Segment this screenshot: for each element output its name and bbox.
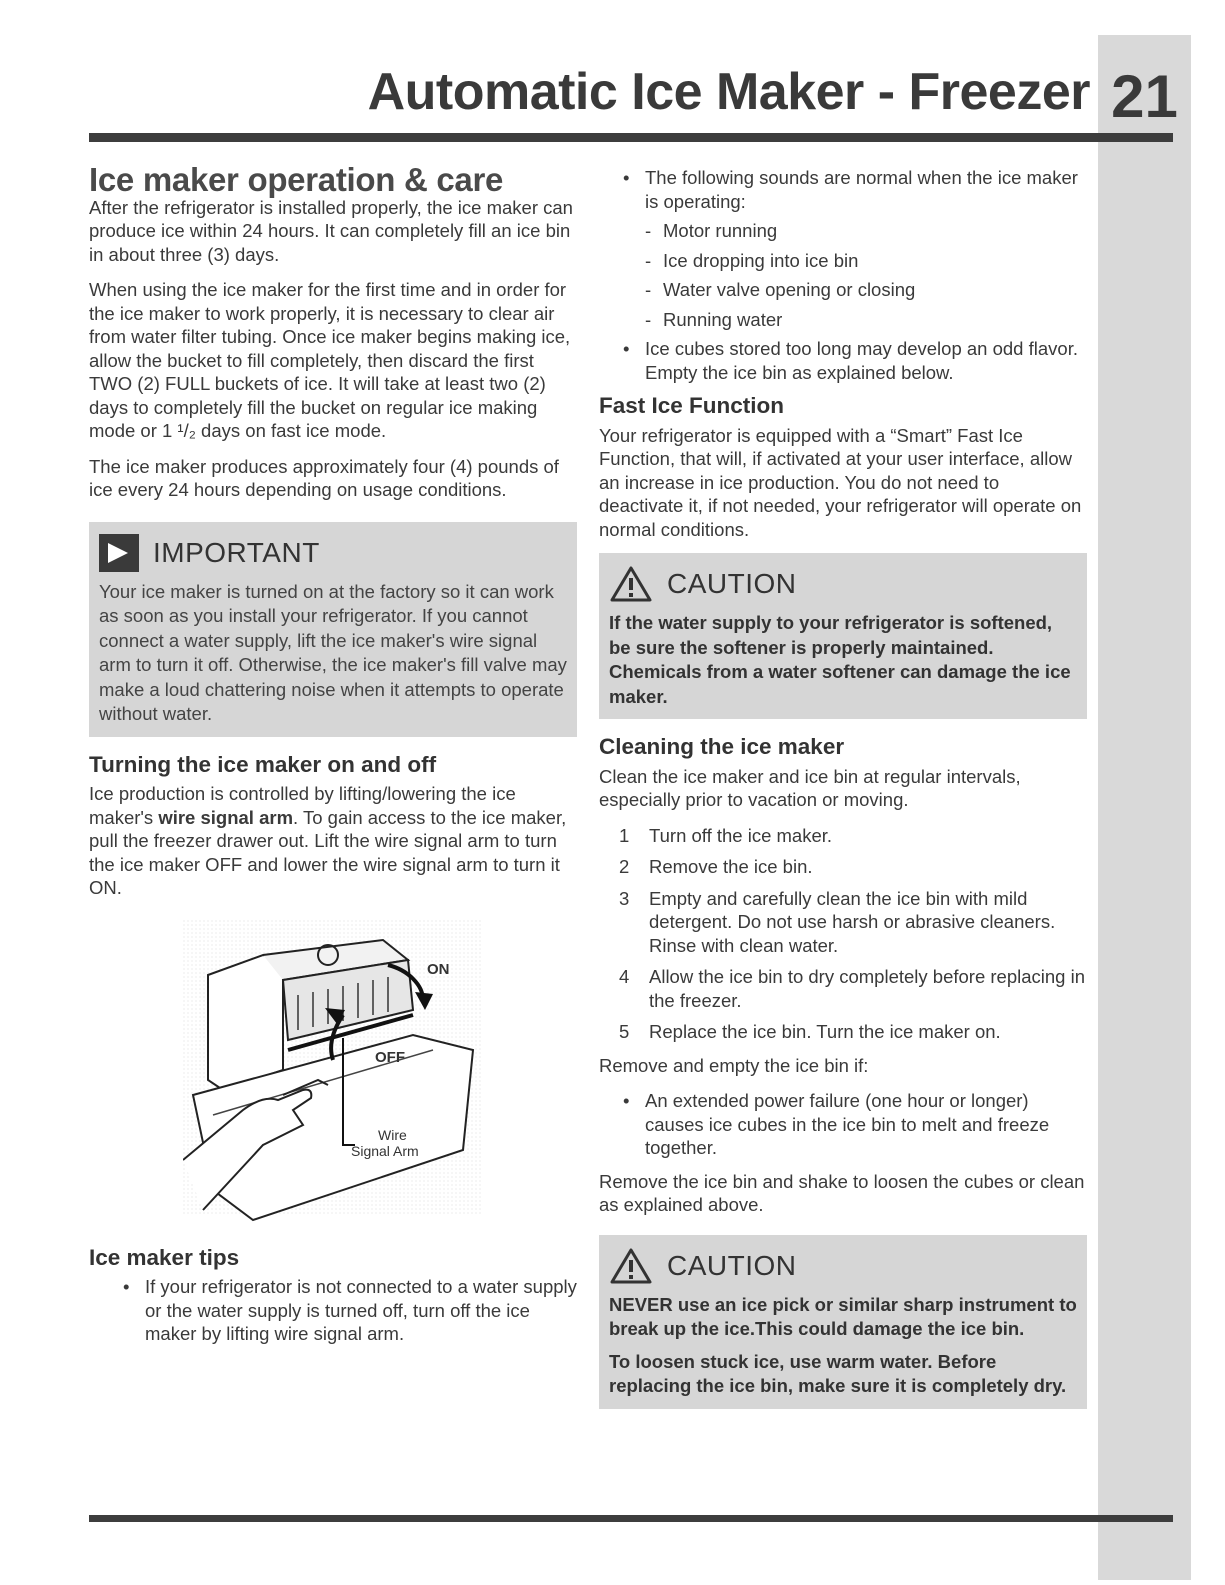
page-title: Automatic Ice Maker - Freezer [367,63,1090,121]
warning-icon [609,1247,653,1285]
arrow-right-icon [99,534,139,572]
paragraph [89,782,577,900]
sounds-sublist [645,219,1087,331]
sounds-intro: The following sounds are normal when the ice maker is operating: [645,167,1078,212]
step-text: Turn off the ice maker. [649,824,833,846]
bold-term: wire signal arm [158,806,294,828]
paragraph: Your refrigerator is equipped with a “Smart” Fast Ice Function, that will, if activated at your user interface, allow an increase in ice production. You do not need to deactivate it, if not needed, your refrigerator will operate on normal conditions. [599,424,1082,540]
paragraph: The ice maker produces approximately four (4) pounds of ice every 24 hours depending on usage conditions. [89,455,559,500]
remove-list [599,1089,1087,1160]
caution-box [599,553,1087,719]
important-title: IMPORTANT [153,536,320,568]
caution-box [599,1235,1087,1409]
caution-text: NEVER use an ice pick or similar sharp instrument to break up the ice.This could damage the ice bin. [609,1293,1077,1339]
page-number: 21 [1111,63,1178,130]
subsection-title: Fast Ice Function [599,393,785,418]
step-text: Empty and carefully clean the ice bin with mild detergent. Do not use harsh or abrasive cleaners. Rinse with clean water. [649,887,1056,956]
text-run: Ice production is controlled by lifting/lowering the ice maker's [89,783,516,828]
step-text: Remove the ice bin. [649,856,813,877]
list-item [619,824,1087,848]
off-label: OFF [375,1048,405,1066]
list-item [645,166,1087,331]
step-text: Allow the ice bin to dry completely before replacing in the freezer. [649,966,1086,1011]
list-item: - Motor running [645,219,1087,243]
cleaning-steps [599,824,1087,1044]
important-box [89,522,577,737]
paragraph: Remove the ice bin and shake to loosen the cubes or clean as explained above. [599,1170,1085,1215]
caution-text: If the water supply to your refrigerator is softened, be sure the softener is properly maintained. Chemicals from a water softener can damage the ice maker. [609,612,1071,707]
list-item [619,965,1087,1012]
right-column [599,166,1087,1425]
footer-rule [89,1515,1173,1522]
side-tab [1098,35,1191,1580]
list-item [619,855,1087,879]
list-item [619,887,1087,958]
step-text: Replace the ice bin. Turn the ice maker on. [649,1021,1001,1042]
sounds-list [599,166,1087,384]
tips-list [89,1275,577,1346]
header-rule [89,133,1173,142]
signal-arm-label: Signal Arm [351,1142,419,1159]
list-item: - Running water [645,308,1087,332]
list-item: • An extended power failure (one hour or longer) causes ice cubes in the ice bin to melt and freeze together. [645,1089,1087,1160]
warning-icon [609,565,653,603]
subsection-title: Ice maker tips [89,1244,240,1270]
list-item: - Water valve opening or closing [645,278,1087,302]
ice-maker-illustration [183,920,483,1230]
step-number: 3 [619,887,630,909]
step-number: 2 [619,856,630,877]
list-item: • If your refrigerator is not connected to a water supply or the water supply is turned off, turn off the ice maker by lifting wire signal arm. [145,1275,577,1346]
caution-title: CAUTION [667,568,797,600]
paragraph: Clean the ice maker and ice bin at regular intervals, especially prior to vacation or moving. [599,765,1021,810]
list-item: - Ice dropping into ice bin [645,249,1087,273]
list-item [619,1020,1087,1044]
subsection-title: Cleaning the ice maker [599,734,845,759]
paragraph: When using the ice maker for the first time and in order for the ice maker to work properly, it is necessary to clear air from water filter tubing. Once ice maker begins making ice, allow the bucket to fill completely, then discard the first TWO (2) FULL buckets of ice. It will take at least two (2) days to completely fill the bucket on regular ice making mode or 1 ¹/₂ days on fast ice mode. [89,279,571,441]
caution-title: CAUTION [667,1249,797,1281]
step-number: 1 [619,824,630,846]
paragraph: Remove and empty the ice bin if: [599,1054,869,1076]
step-number: 4 [619,966,630,987]
important-text: Your ice maker is turned on at the factory so it can work as soon as you install your refrigerator. If you cannot connect a water supply, lift the ice maker's wire signal arm to turn it off. Otherwise, the ice maker's fill valve may make a loud chattering noise when it attempts to operate without water. [99,580,567,724]
wire-label: Wire [378,1126,407,1143]
subsection-title: Turning the ice maker on and off [89,751,437,777]
step-number: 5 [619,1021,630,1042]
on-label: ON [427,960,450,978]
left-column [89,161,577,1356]
list-item: • Ice cubes stored too long may develop an odd flavor. Empty the ice bin as explained below. [645,337,1087,384]
paragraph: After the refrigerator is installed properly, the ice maker can produce ice within 24 hours. It can completely fill an ice bin in about three (3) days. [89,196,573,265]
text-run: . To gain access to the ice maker, pull the freezer drawer out. Lift the wire signal arm to turn the ice maker OFF and lower the wire signal arm to turn it ON. [89,806,567,898]
section-title: Ice maker operation & care [89,161,504,198]
caution-text: To loosen stuck ice, use warm water. Before replacing the ice bin, make sure it is completely dry. [609,1350,1067,1396]
